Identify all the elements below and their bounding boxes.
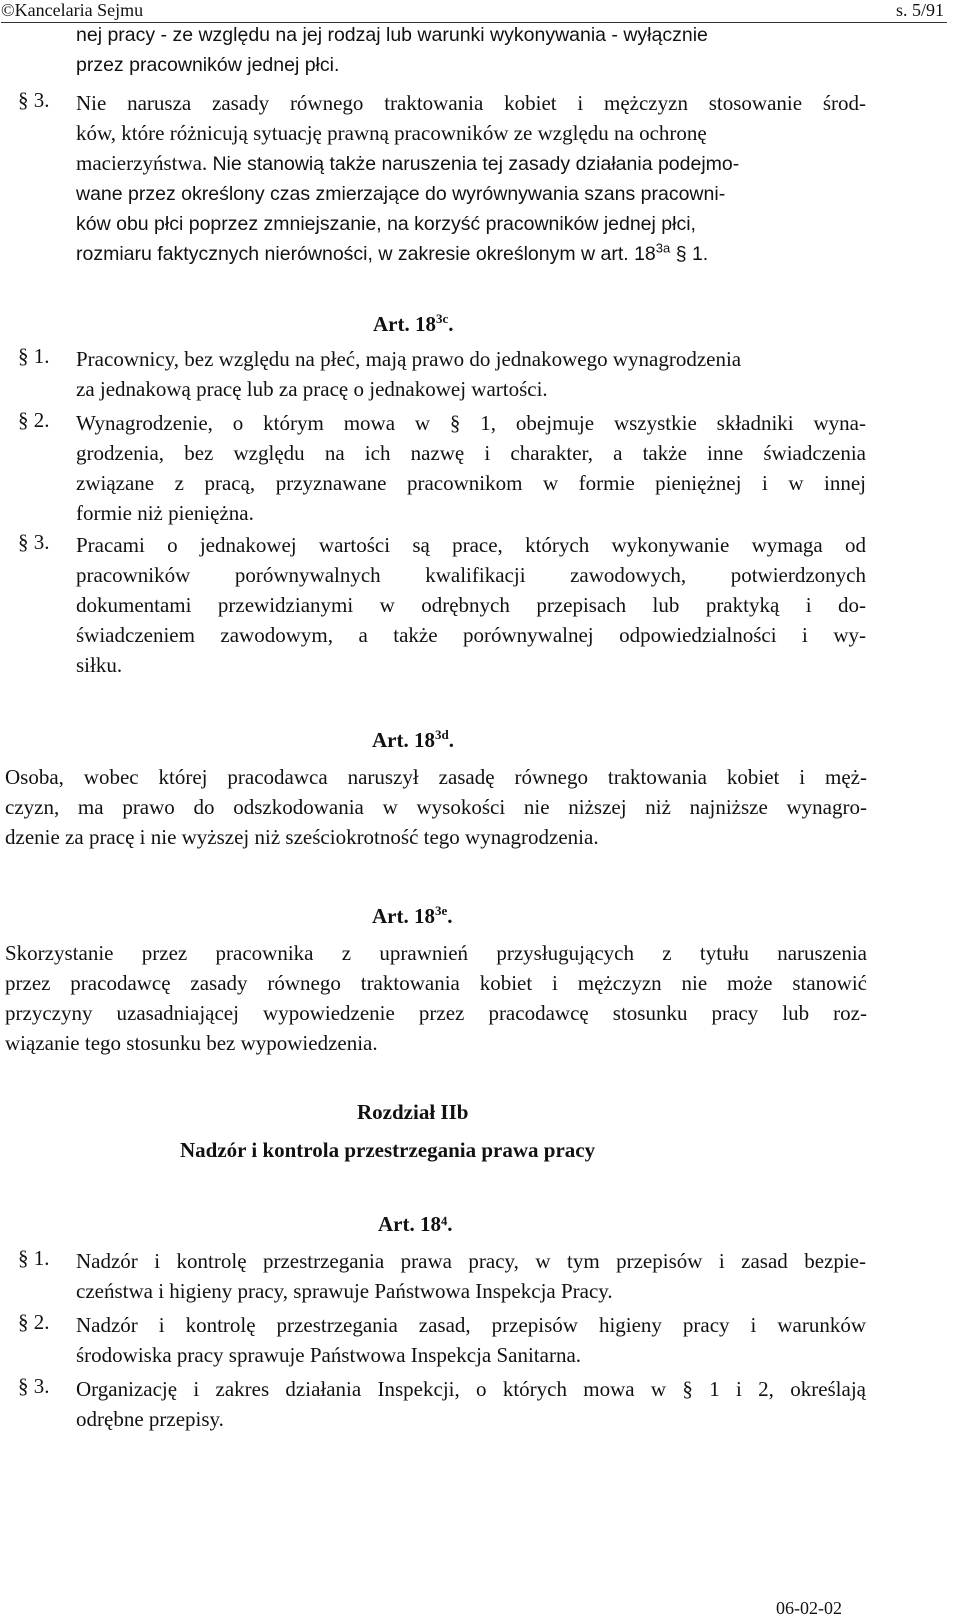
- section-2-paragraph: [76, 1310, 866, 1370]
- section-1-paragraph: [76, 1246, 866, 1306]
- text-line: ków, które różnicują sytuację prawną pracowników ze względu na ochronę: [76, 121, 707, 145]
- text-line: związane z pracą, przyznawane pracownikom w formie pieniężnej i w innej: [76, 471, 866, 495]
- article-superscript: 3d: [434, 727, 449, 742]
- section-3-paragraph: [76, 88, 866, 269]
- text-line: Pracami o jednakowej wartości są prace, których wykonywanie wymaga od: [76, 533, 866, 557]
- text-line: dokumentami przewidzianymi w odrębnych przepisach lub praktyką i do-: [76, 593, 866, 617]
- section-3-paragraph: [76, 1374, 866, 1434]
- article-dot: .: [448, 728, 454, 752]
- text-line: Nadzór i kontrolę przestrzegania zasad, przepisów higieny pracy i warunków: [76, 1313, 866, 1337]
- text-line: Pracownicy, bez względu na płeć, mają prawo do jednakowego wynagrodzenia: [76, 347, 742, 371]
- header-source: ©Kancelaria Sejmu: [1, 0, 144, 20]
- section-mark: § 2.: [18, 408, 50, 432]
- text-line: formie niż pieniężna.: [76, 501, 254, 525]
- text-line: Wynagrodzenie, o którym mowa w § 1, obejmuje wszystkie składniki wyna-: [76, 411, 866, 435]
- article-dot: .: [448, 312, 454, 336]
- article-dot: .: [447, 904, 453, 928]
- article-paragraph: [5, 938, 867, 1058]
- chapter-title: Rozdział IIb: [357, 1100, 469, 1124]
- article-title: Art. 18: [373, 312, 436, 336]
- article-heading: [372, 904, 453, 929]
- text-line: Nadzór i kontrolę przestrzegania prawa pracy, w tym przepisów i zasad bezpie-: [76, 1249, 866, 1273]
- text-fragment: macierzyństwa.: [76, 151, 208, 175]
- text-line: za jednakową pracę lub za pracę o jednakowej wartości.: [76, 377, 548, 401]
- text-line: Organizację i zakres działania Inspekcji, o których mowa w § 1 i 2, określają: [76, 1377, 866, 1401]
- text-line: przez pracowników jednej płci.: [76, 54, 340, 76]
- section-mark: § 1.: [18, 1246, 50, 1270]
- text-line: czyzn, ma prawo do odszkodowania w wysokości nie niższej niż najniższe wynagro-: [5, 795, 867, 819]
- text-line: grodzenia, bez względu na ich nazwę i charakter, a także inne świadczenia: [76, 441, 866, 465]
- text-line: przyczyny uzasadniającej wypowiedzenie przez pracodawcę stosunku pracy lub roz-: [5, 1001, 867, 1025]
- text-line: siłku.: [76, 653, 123, 677]
- superscript: 3a: [655, 240, 671, 256]
- text-fragment: Nie stanowią także naruszenia tej zasady działania podejmo-: [212, 153, 740, 175]
- text-line: wane przez określony czas zmierzające do wyrównywania szans pracowni-: [76, 183, 726, 205]
- text-line: [76, 148, 866, 179]
- text-line: odrębne przepisy.: [76, 1407, 224, 1431]
- text-line: Nie narusza zasady równego traktowania kobiet i mężczyzn stosowanie środ-: [76, 91, 866, 115]
- text-fragment: § 1.: [675, 243, 709, 265]
- section-mark: § 3.: [18, 530, 50, 554]
- text-line: czeństwa i higieny pracy, sprawuje Państwowa Inspekcja Pracy.: [76, 1279, 613, 1303]
- section-mark: § 2.: [18, 1310, 50, 1334]
- article-superscript: 3e: [434, 903, 448, 918]
- section-1-paragraph: [76, 344, 866, 404]
- chapter-subtitle: Nadzór i kontrola przestrzegania prawa pracy: [180, 1138, 596, 1162]
- section-mark: § 3.: [18, 1374, 50, 1398]
- text-line: przez pracodawcę zasady równego traktowania kobiet i mężczyzn nie może stanowić: [5, 971, 867, 995]
- text-line: [76, 239, 866, 269]
- article-title: Art. 18: [372, 904, 435, 928]
- article-title: Art. 18: [372, 728, 435, 752]
- text-line: Skorzystanie przez pracownika z uprawnień przysługujących z tytułu naruszenia: [5, 941, 867, 965]
- article-heading: [373, 312, 454, 337]
- text-fragment: rozmiaru faktycznych nierówności, w zakresie określonym w art. 18: [76, 243, 656, 265]
- article-superscript: 3c: [435, 311, 449, 326]
- text-line: pracowników porównywalnych kwalifikacji zawodowych, potwierdzonych: [76, 563, 866, 587]
- text-line: wiązanie tego stosunku bez wypowiedzenia.: [5, 1031, 378, 1055]
- article-paragraph: [5, 762, 867, 852]
- section-mark: § 1.: [18, 344, 50, 368]
- continued-paragraph: [76, 20, 866, 80]
- footer-code: 06-02-02: [776, 1598, 842, 1618]
- section-mark: § 3.: [18, 88, 50, 112]
- text-line: ków obu płci poprzez zmniejszanie, na korzyść pracowników jednej płci,: [76, 213, 696, 235]
- text-line: dzenie za pracę i nie wyższej niż sześciokrotność tego wynagrodzenia.: [5, 825, 599, 849]
- header-page-number: s. 5/91: [895, 0, 944, 20]
- text-line: nej pracy - ze względu na jej rodzaj lub warunki wykonywania - wyłącznie: [76, 24, 708, 46]
- article-heading: [372, 728, 454, 753]
- page-header: [0, 0, 944, 22]
- text-line: świadczeniem zawodowym, a także porównywalnej odpowiedzialności i wy-: [76, 623, 866, 647]
- text-line: środowiska pracy sprawuje Państwowa Inspekcja Sanitarna.: [76, 1343, 582, 1367]
- section-3-paragraph: [76, 530, 866, 680]
- section-2-paragraph: [76, 408, 866, 528]
- article-heading: Art. 18⁴.: [378, 1212, 453, 1236]
- text-line: Osoba, wobec której pracodawca naruszył zasadę równego traktowania kobiet i męż-: [5, 765, 867, 789]
